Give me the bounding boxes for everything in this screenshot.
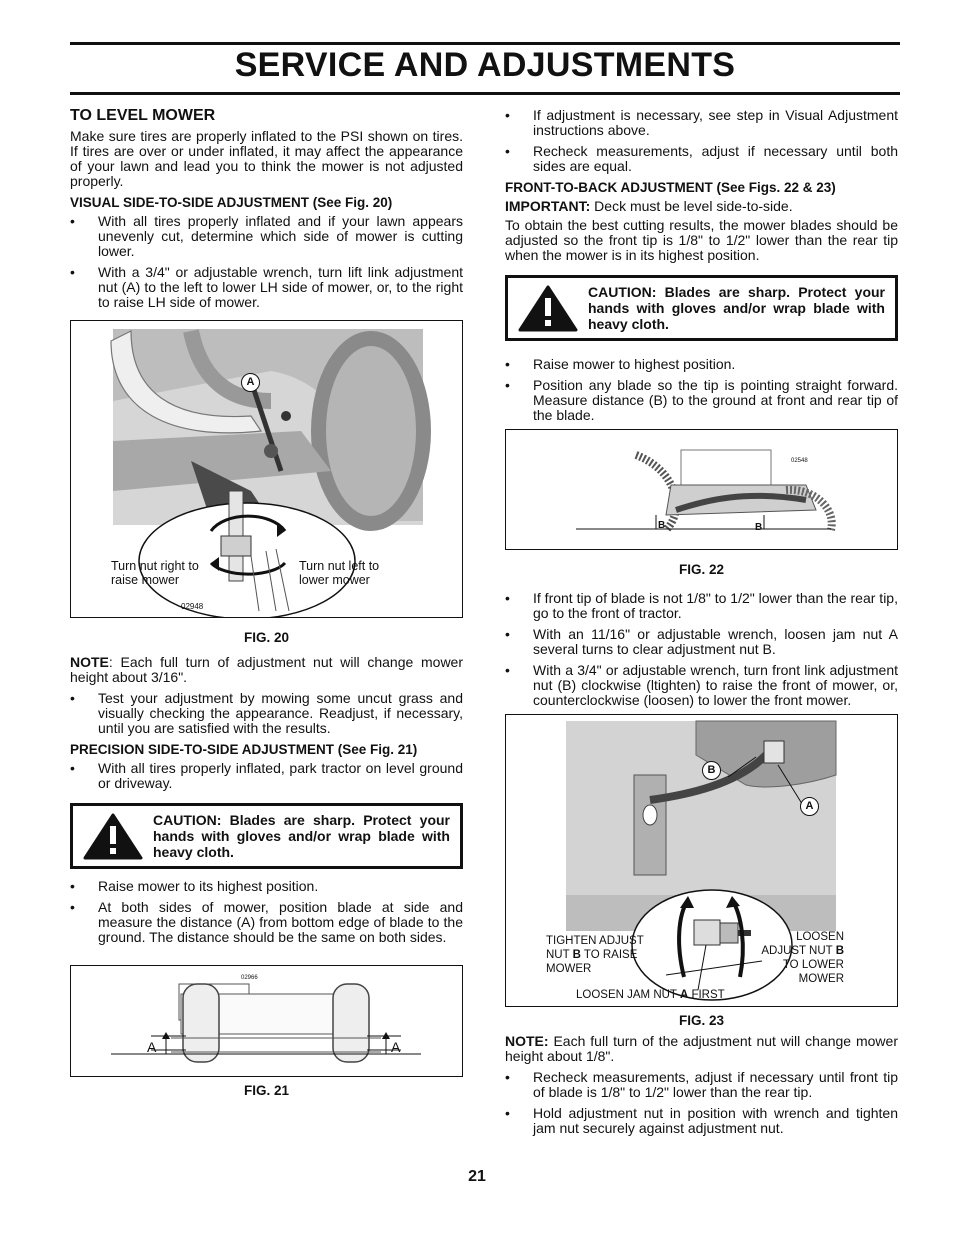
list-item: • With all tires properly inflated, park tractor on level ground or driveway. [70,761,463,791]
front-to-back-heading: FRONT-TO-BACK ADJUSTMENT (See Figs. 22 & 23) [505,180,836,195]
note-paragraph [70,655,463,685]
tighten-text-part: TO RAISE MOWER [546,949,638,975]
right-column [505,108,898,1142]
note-text: Each full turn of the adjustment nut will change mower height about 1/8". [505,1033,898,1064]
caution-text: CAUTION: Blades are sharp. Protect your hands with gloves and/or wrap blade with heavy cloth. [588,284,885,332]
figure-22 [505,429,898,550]
list-item: • Position any blade so the tip is pointing straight forward. Measure distance (B) to the ground at front and rear tip of the blade. [505,378,898,423]
precision-heading: PRECISION SIDE-TO-SIDE ADJUSTMENT (See Fig. 21) [70,742,418,757]
figure-21-caption: FIG. 21 [243,1083,289,1098]
test-bullets [70,691,463,736]
after-caution-bullets [70,879,463,945]
loosen-jam-text [576,988,725,1002]
caution-text: CAUTION: Blades are sharp. Protect your hands with gloves and/or wrap blade with heavy cloth. [153,812,450,860]
turn-right-text: Turn nut right to raise mower [111,559,199,587]
distance-b-rear: B [755,522,763,533]
list-item: • At both sides of mower, position blade at side and measure the distance (A) from bottom edge of blade to the ground. The distance should be the same on both sides. [70,900,463,945]
figure-code: 02966 [241,975,258,981]
tighten-adjust-text [546,934,664,976]
figure-20 [70,320,463,618]
figure-22-illustration [506,430,896,549]
figure-code: 02548 [791,458,808,464]
list-item: • With an 11/16" or adjustable wrench, loosen jam nut A several turns to clear adjustment nut B. [505,627,898,657]
figure-code: 02948 [181,602,204,611]
page-number: 21 [468,1168,486,1185]
list-item: • Raise mower to highest position. [505,357,898,372]
callout-a: A [800,797,819,816]
left-column [70,108,463,1108]
list-item: • Raise mower to its highest position. [70,879,463,894]
warning-icon [508,284,588,332]
note-label: NOTE [70,654,109,670]
intro-paragraph: Make sure tires are properly inflated to the PSI shown on tires. If tires are over or under inflated, it may affect the appearance of your lawn and lead you to think the mower is not adjusted properly. [70,128,463,189]
precision-bullets [70,761,463,791]
note-label: NOTE: [505,1033,549,1049]
turn-left-text: Turn nut left to lower mower [299,559,380,587]
important-label: IMPORTANT: [505,198,591,214]
tighten-text-part: TIGHTEN ADJUST NUT [546,935,644,961]
list-item: • With a 3/4" or adjustable wrench, turn lift link adjustment nut (A) to the left to lower LH side of mower, or, to the right to raise LH side of mower. [70,265,463,310]
mid-bullets [505,357,898,423]
loosen-text-part: TO LOWER MOWER [782,959,844,985]
caution-box [505,275,898,341]
callout-b: B [702,761,721,780]
note-text: : Each full turn of adjustment nut will change mower height about 3/16". [70,654,463,685]
section-heading: TO LEVEL MOWER [70,107,216,124]
figure-23 [505,714,898,1007]
distance-b-front: B [658,520,666,531]
distance-a-right: A [391,1039,401,1055]
top-bullets [505,108,898,174]
loosen-adjust-text [752,930,844,986]
important-paragraph [505,199,898,214]
loosen-text-part: LOOSEN ADJUST NUT [761,931,844,957]
caution-box [70,803,463,869]
distance-a-left: A [147,1039,157,1055]
warning-icon [73,812,153,860]
jam-nut-label: A [679,989,689,1001]
important-text: Deck must be level side-to-side. [590,198,793,214]
loosen-nut-label: B [835,945,844,957]
page-title: SERVICE AND ADJUSTMENTS [234,46,736,84]
front-to-back-intro: To obtain the best cutting results, the mower blades should be adjusted so the front tip is 1/8" to 1/2" lower than the rear tip when the mower is in its highest position. [505,217,898,263]
callout-a: A [241,373,260,392]
note-paragraph [505,1034,898,1064]
title-rule [70,92,900,95]
figure-22-caption: FIG. 22 [678,562,724,577]
list-item: • Recheck measurements, adjust if necessary until front tip of blade is 1/8" to 1/2" lower than the rear tip. [505,1070,898,1100]
jam-text-part: LOOSEN JAM NUT [576,989,680,1001]
top-rule [70,42,900,45]
list-item: • If front tip of blade is not 1/8" to 1/2" lower than the rear tip, go to the front of tractor. [505,591,898,621]
visual-bullets [70,214,463,310]
list-item: • If adjustment is necessary, see step in Visual Adjustment instructions above. [505,108,898,138]
figure-20-caption: FIG. 20 [243,630,289,645]
figure-21-illustration [71,966,461,1076]
list-item: • Hold adjustment nut in position with wrench and tighten jam nut securely against adjustment nut. [505,1106,898,1136]
list-item: • Test your adjustment by mowing some uncut grass and visually checking the appearance. Readjust, if necessary, until you are satisfied with the results. [70,691,463,736]
figure-23-caption: FIG. 23 [678,1013,724,1028]
visual-adjustment-heading: VISUAL SIDE-TO-SIDE ADJUSTMENT (See Fig. 20) [70,195,393,210]
final-bullets [505,1070,898,1136]
list-item: • With a 3/4" or adjustable wrench, turn front link adjustment nut (B) clockwise (ltighten) to raise the front of mower, or, counterclockwise (loosen) to lower the front mower. [505,663,898,708]
figure-21 [70,965,463,1077]
list-item: • With all tires properly inflated and if your lawn appears unevenly cut, determine which side of mower is cutting lower. [70,214,463,259]
tighten-nut-label: B [572,949,581,961]
adjust-bullets [505,591,898,708]
list-item: • Recheck measurements, adjust if necessary until both sides are equal. [505,144,898,174]
jam-text-part: FIRST [688,989,725,1001]
